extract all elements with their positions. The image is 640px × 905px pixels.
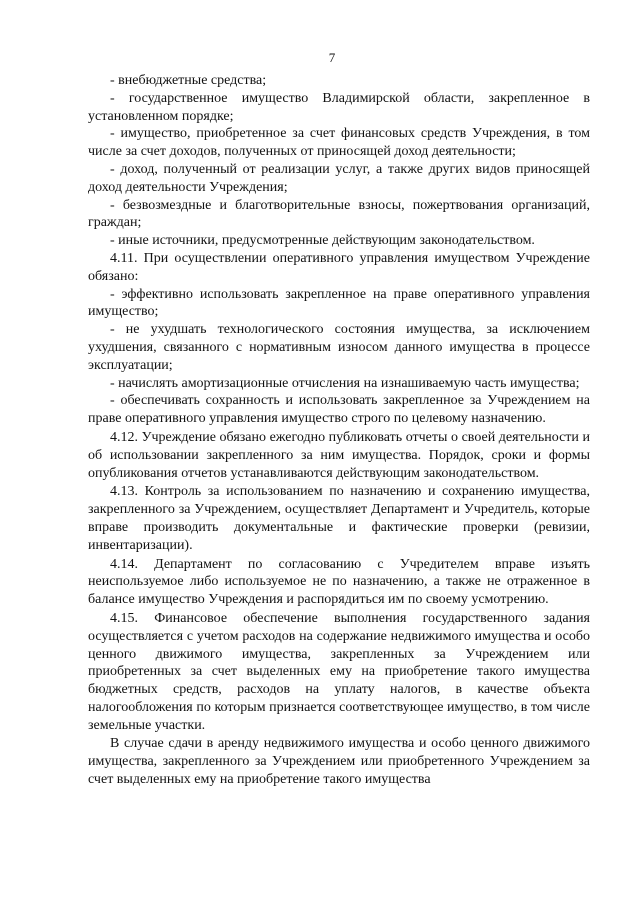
list-item: - государственное имущество Владимирской области, закрепленное в установленном порядке; <box>88 90 590 124</box>
paragraph-4-15: 4.15. Финансовое обеспечение выполнения государственного задания осуществляется с учетом расходов на содержание недвижимого имущества и особо ценного движимого имущества, закрепленных за Учреждением или приобретенных за счет выделенных ему на приобретение такого имущества бюджетных средств, расходов на уплату налогов, в качестве объекта налогообложения по которым признается соответствующее имущество, в том числе земельные участки. <box>88 610 590 733</box>
list-item: - обеспечивать сохранность и использовать закрепленное за Учреждением на праве оперативного управления имущество строго по целевому назначению. <box>88 393 590 427</box>
paragraph-4-13: 4.13. Контроль за использованием по назначению и сохранению имущества, закрепленного за Учреждением, осуществляет Департамент и Учредитель, которые вправе производить документальные и фактические проверки (ревизии, инвентаризации). <box>88 484 590 553</box>
list-item: - иные источники, предусмотренные действующим законодательством. <box>110 233 535 249</box>
paragraph-4-11: 4.11. При осуществлении оперативного управления имуществом Учреждение обязано: <box>88 250 590 284</box>
list-item: - эффективно использовать закрепленное на праве оперативного управления имущество; <box>88 286 590 320</box>
list-item: - безвозмездные и благотворительные взносы, пожертвования организаций, граждан; <box>88 197 590 231</box>
paragraph-lease: В случае сдачи в аренду недвижимого имущества и особо ценного движимого имущества, закрепленного за Учреждением или приобретенного Учреждением за счет выделенных ему на приобретение такого имущества <box>88 736 590 788</box>
list-item: - не ухудшать технологического состояния имущества, за исключением ухудшения, связанного с нормативным износом данного имущества в процессе эксплуатации; <box>88 322 590 373</box>
list-item: - доход, полученный от реализации услуг, а также других видов приносящей доход деятельности Учреждения; <box>88 161 590 195</box>
list-item: - имущество, приобретенное за счет финансовых средств Учреждения, в том числе за счет доходов, полученных от приносящей доход деятельности; <box>88 126 590 160</box>
list-item: - внебюджетные средства; <box>110 73 267 88</box>
paragraph-4-14: 4.14. Департамент по согласованию с Учредителем вправе изъять неиспользуемое либо используемое не по назначению, а также не отраженное в балансе имущество Учреждения и распорядиться им по своему усмотрению. <box>88 556 590 608</box>
page-number: 7 <box>328 50 336 65</box>
document-body <box>88 72 590 789</box>
paragraph-4-12: 4.12. Учреждение обязано ежегодно публиковать отчеты о своей деятельности и об использовании закрепленного за ним имущества. Порядок, сроки и формы опубликования отчетов устанавливаются действующим законодательством. <box>88 429 590 481</box>
list-item: - начислять амортизационные отчисления на изнашиваемую часть имущества; <box>110 375 580 391</box>
